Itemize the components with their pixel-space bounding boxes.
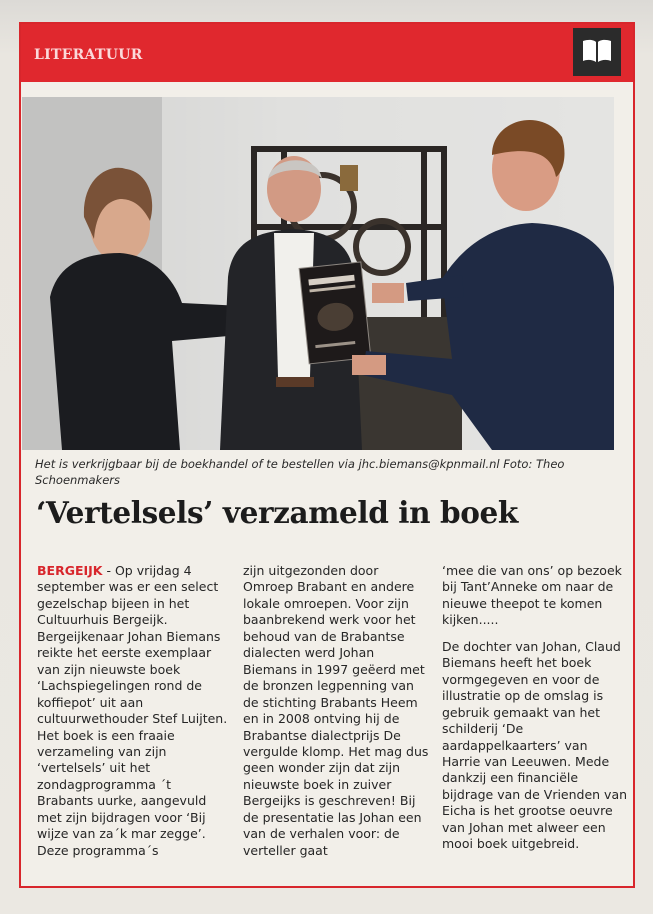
article-column-2	[243, 563, 430, 859]
article-column-1	[37, 563, 229, 859]
photo-caption: Het is verkrijgbaar bij de boekhandel of te bestellen via jhc.biemans@kpnmail.nl Foto: Theo Schoenmakers	[35, 457, 565, 487]
article-paragraph: zijn uitgezonden door Omroep Brabant en andere lokale omroepen. Voor zijn baanbrekend werk voor het behoud van de Brabantse dialecten werd Johan Biemans in 1997 geëerd met de bronzen legpenning van de stichting Brabants Heem en in 2008 ontving hij de Brabantse dialectprijs De vergulde klomp. Het mag dus geen wonder zijn dat zijn nieuwste boek in zuiver Bergeijks is geschreven! Bij de presentatie las Johan een van de verhalen voor: de verteller gaat	[243, 563, 429, 858]
article-headline: ‘Vertelsels’ verzameld in boek	[36, 495, 518, 530]
section-header-bar	[21, 24, 633, 82]
section-label: LITERATUUR	[34, 47, 143, 63]
article-paragraph: Het boek is een fraaie verzameling van zijn ‘vertelsels’ uit het zondagprogramma ´t Brabants uurke, aangevuld met zijn bijdragen voor ‘Bij wijze van za´k mar zegge’. Deze programma´s	[37, 727, 207, 858]
article-paragraph: De dochter van Johan, Claud Biemans heeft het boek vormgegeven en voor de illustratie op de omslag is gebruik gemaakt van het schilderij ‘De aardappelkaarters’ van Harrie van Leeuwen. Mede dankzij een financiële bijdrage van de Vrienden van Eicha is het grootse oeuvre van Johan met alweer een mooi boek uitgebreid.	[442, 638, 628, 852]
paragraph-gap	[442, 629, 628, 639]
article-column-3	[442, 563, 628, 853]
article-paragraph	[37, 563, 229, 728]
book-presentation-photo	[22, 97, 614, 450]
book-icon	[573, 28, 621, 76]
paragraph-text: - Op vrijdag 4 september was er een select gezelschap bijeen in het Cultuurhuis Bergeijk. Bergeijkenaar Johan Biemans reikte het eerste exemplaar van zijn nieuwste boek ‘Lachspiegelingen rond de koffiepot’ uit aan cultuurwethouder Stef Luijten.	[37, 563, 228, 727]
article-paragraph: ‘mee die van ons’ op bezoek bij Tant’Anneke om naar de nieuwe theepot te komen kijken.....	[442, 563, 622, 628]
dateline-location: BERGEIJK	[37, 563, 103, 578]
